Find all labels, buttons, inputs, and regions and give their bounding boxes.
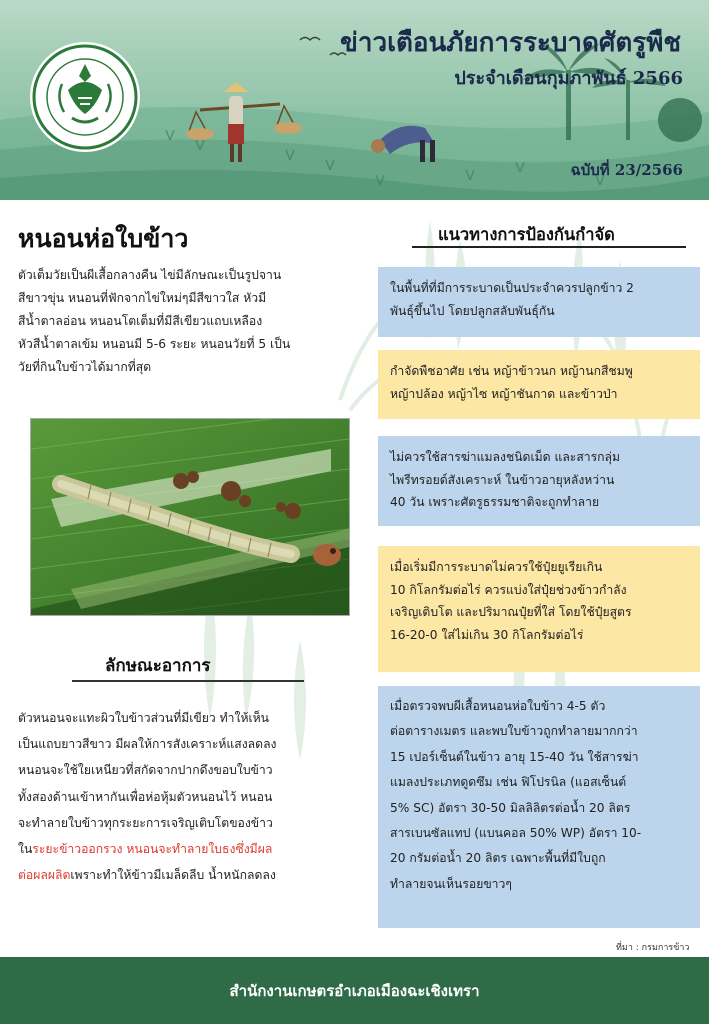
control-box-4	[378, 546, 700, 672]
symptoms-title: ลักษณะอาการ	[105, 656, 211, 676]
symptoms-text-plain: เพราะทำให้ข้าวมีเมล็ดลีบ น้ำหนักลดลง	[70, 868, 276, 883]
source-credit: ที่มา : กรมการข้าว	[616, 943, 690, 953]
control-line: 16-20-0 ใส่ไม่เกิน 30 กิโลกรัมต่อไร่	[390, 627, 584, 642]
control-line: กำจัดพืชอาศัย เช่น หญ้าข้าวนก หญ้านกสีชมพู	[390, 364, 633, 378]
issue-number: ฉบับที่ 23/2566	[570, 161, 683, 179]
control-line: 5% SC) อัตรา 30-50 มิลลิลิตรต่อน้ำ 20 ลิตร	[390, 800, 631, 815]
symptoms-line: ทั้งสองด้านเข้าหากันเพื่อห่อหุ้มตัวหนอนไว้ หนอน	[18, 789, 273, 804]
symptoms-text-plain: ใน	[18, 842, 33, 857]
symptoms-line-highlight	[18, 862, 363, 888]
pest-description-line: วัยที่กินใบข้าวได้มากที่สุด	[18, 360, 152, 374]
rice-leaffolder-photo	[30, 418, 350, 616]
pest-description-line: สีน้ำตาลอ่อน หนอนโตเต็มที่มีสีเขียวแถบเหลือง	[18, 314, 263, 328]
control-line: ทำลายจนเห็นรอยขาวๆ	[390, 876, 512, 891]
symptoms-line: หนอนจะใช้ใยเหนียวที่สกัดจากปากดึงขอบใบข้าว	[18, 763, 273, 778]
office-name: สำนักงานเกษตรอำเภอเมืองฉะเชิงเทรา	[229, 982, 480, 1000]
control-title-underline	[412, 246, 686, 248]
symptoms-text	[18, 705, 363, 888]
control-line: สารเบนซัลแทป (แบนคอล 50% WP) อัตรา 10-	[390, 826, 642, 841]
symptoms-line-highlight	[18, 836, 363, 862]
control-line: 15 เปอร์เซ็นต์ในข้าว อายุ 15-40 วัน ใช้สารฆ่า	[390, 749, 639, 764]
control-line: เจริญเติบโต และปริมาณปุ๋ยที่ใส่ โดยใช้ปุ๋ยสูตร	[390, 605, 632, 619]
control-line: เมื่อเริ่มมีการระบาดไม่ควรใช้ปุ๋ยยูเรียเกิน	[390, 560, 603, 574]
footer-bar	[0, 957, 709, 1024]
pest-description-line: หัวสีน้ำตาลเข้ม หนอนมี 5-6 ระยะ หนอนวัยที่ 5 เป็น	[18, 337, 291, 351]
newsletter-title: ข่าวเตือนภัยการระบาดศัตรูพืช	[340, 28, 681, 58]
pest-description	[18, 264, 363, 379]
symptoms-line: ตัวหนอนจะแทะผิวใบข้าวส่วนที่มีเขียว ทำให้เห็น	[18, 711, 270, 725]
control-box-5	[378, 686, 700, 928]
department-emblem	[28, 40, 142, 154]
control-line: ไม่ควรใช้สารฆ่าแมลงชนิดเม็ด และสารกลุ่ม	[390, 450, 621, 464]
control-box-2	[378, 350, 700, 419]
control-line: ไพรีทรอยด์สังเคราะห์ ในข้าวอายุหลังหว่าน	[390, 472, 615, 487]
control-title: แนวทางการป้องกันกำจัด	[438, 225, 615, 244]
symptoms-line: จะทำลายใบข้าวทุกระยะการเจริญเติบโตของข้าว	[18, 815, 273, 830]
header-banner	[0, 0, 709, 200]
control-line: เมื่อตรวจพบผีเสื้อหนอนห่อใบข้าว 4-5 ตัว	[390, 699, 606, 713]
control-box-3	[378, 436, 700, 526]
control-box-1	[378, 267, 700, 337]
control-line: 10 กิโลกรัมต่อไร่ ควรแบ่งใส่ปุ๋ยช่วงข้าวกำลัง	[390, 582, 627, 597]
control-line: พันธุ์ขึ้นไป โดยปลูกสลับพันธุ์กัน	[390, 303, 555, 318]
newsletter-month: ประจำเดือนกุมภาพันธ์ 2566	[454, 68, 683, 89]
pest-description-line: สีขาวขุ่น หนอนที่ฟักจากไข่ใหม่ๆมีสีขาวใส หัวมี	[18, 291, 267, 305]
control-line: แมลงประเภทดูดซึม เช่น ฟิโปรนิล (แอสเซ็นต์	[390, 775, 627, 790]
symptoms-text-highlight: ต่อผลผลิต	[18, 868, 71, 883]
pest-description-line: ตัวเต็มวัยเป็นผีเสื้อกลางคืน ไข่มีลักษณะเป็นรูปจาน	[18, 268, 282, 282]
symptoms-line: เป็นแถบยาวสีขาว มีผลให้การสังเคราะห์แสงลดลง	[18, 737, 277, 752]
control-line: ต่อตารางเมตร และพบใบข้าวถูกทำลายมากกว่า	[390, 724, 638, 739]
control-line: 40 วัน เพราะศัตรูธรรมชาติจะถูกทำลาย	[390, 495, 600, 509]
symptoms-text-highlight: ระยะข้าวออกรวง หนอนจะทำลายใบธงซึ่งมีผล	[32, 842, 273, 857]
control-line: ในพื้นที่ที่มีการระบาดเป็นประจำควรปลูกข้าว 2	[390, 281, 634, 295]
symptoms-title-underline	[72, 680, 304, 682]
pest-title: หนอนห่อใบข้าว	[18, 224, 189, 253]
control-line: หญ้าปล้อง หญ้าไซ หญ้าชันกาด และข้าวป่า	[390, 386, 618, 401]
control-line: 20 กรัมต่อน้ำ 20 ลิตร เฉพาะพื้นที่มีใบถูก	[390, 851, 606, 866]
